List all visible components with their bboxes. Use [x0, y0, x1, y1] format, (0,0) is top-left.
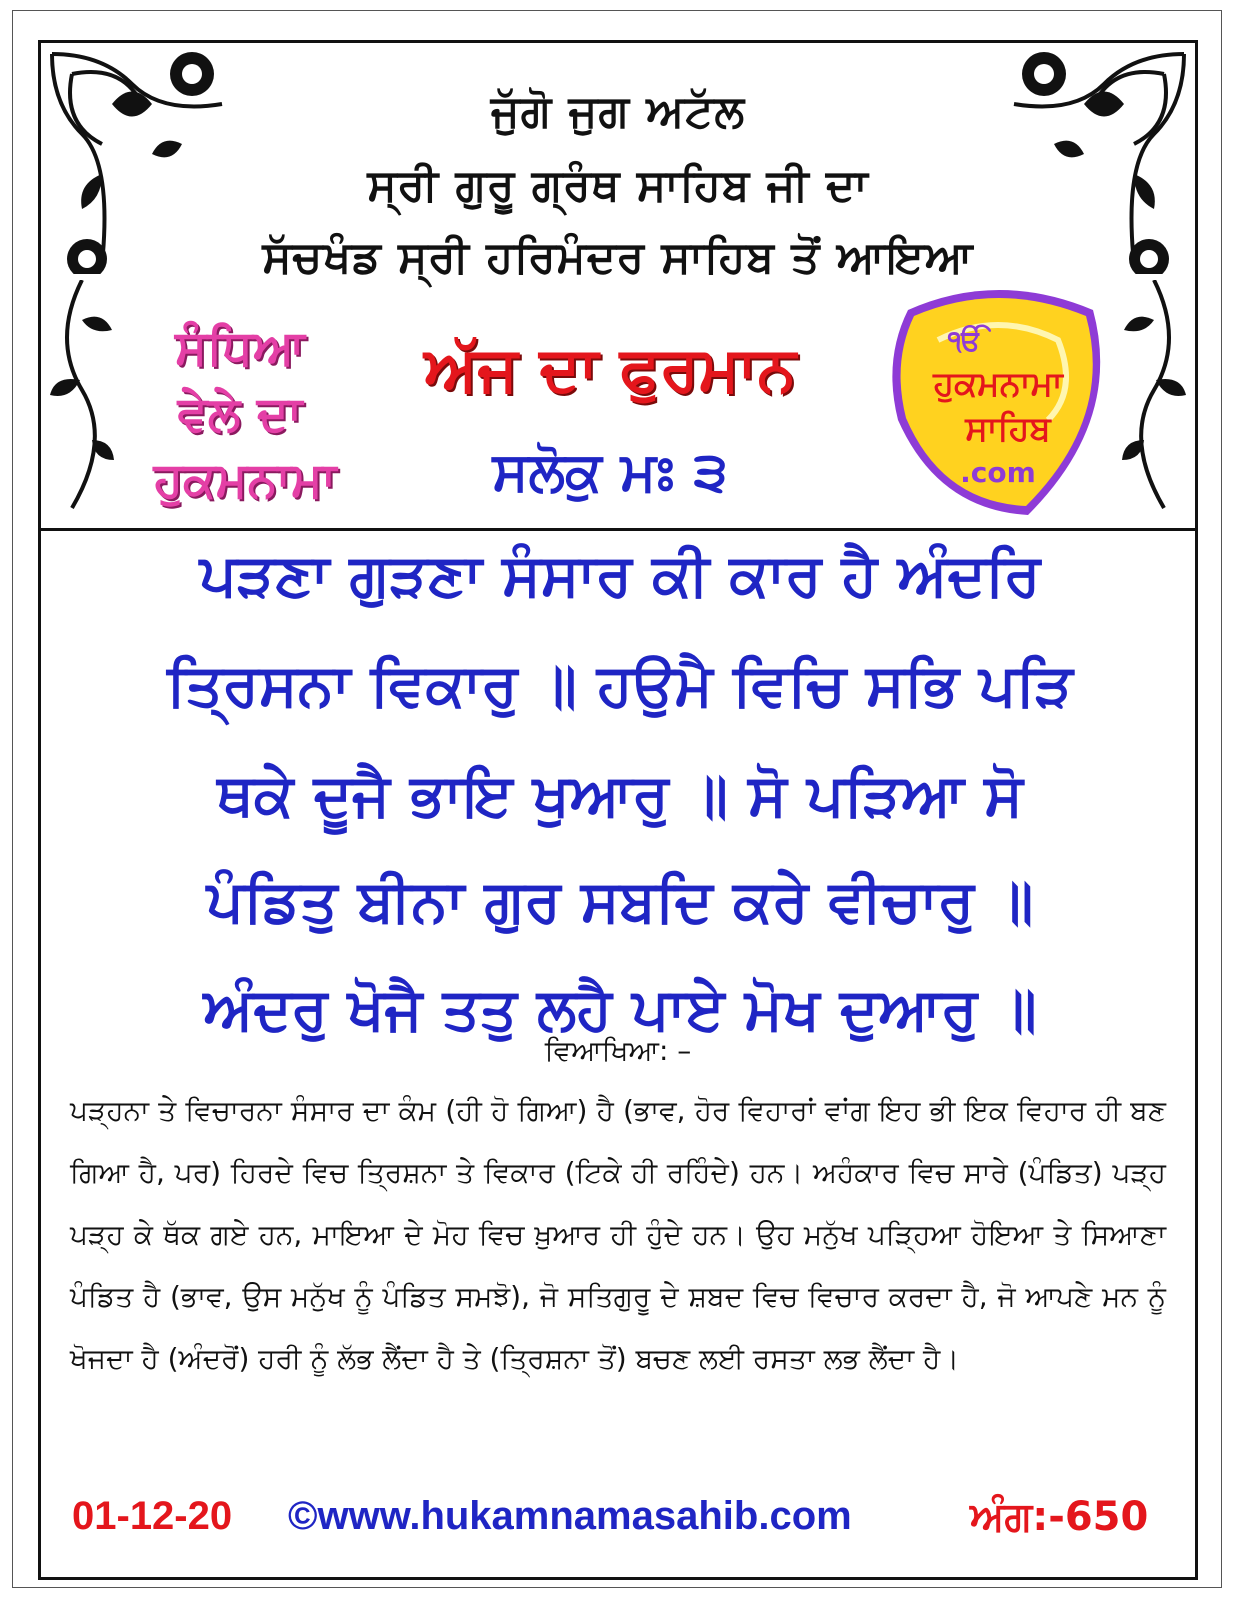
verse-line: ਪੜਣਾ ਗੁੜਣਾ ਸੰਸਾਰ ਕੀ ਕਾਰ ਹੈ ਅੰਦਰਿ [199, 541, 1041, 609]
logo-line-3: .com [960, 456, 1036, 489]
side-vine-right-icon [1114, 280, 1194, 510]
verse-line: ਪੰਡਿਤੁ ਬੀਨਾ ਗੁਰ ਸਬਦਿ ਕਰੇ ਵੀਚਾਰੁ ॥ [206, 867, 1034, 935]
shabad-heading: ਸਲੋਕੁ ਮਃ ੩ [492, 440, 728, 503]
explanation-text: ਪੜ੍ਹਨਾ ਤੇ ਵਿਚਾਰਨਾ ਸੰਸਾਰ ਦਾ ਕੰਮ (ਹੀ ਹੋ ਗਿਆ) ਹੈ (ਭਾਵ, ਹੋਰ ਵਿਹਾਰਾਂ ਵਾਂਗ ਇਹ ਭੀ ਇਕ ਵਿਹਾਰ ਹੀ ਬਣ ਗਿਆ ਹੈ, ਪਰ) ਹਿਰਦੇ ਵਿਚ ਤ੍ਰਿਸ਼ਨਾ ਤੇ ਵਿਕਾਰ (ਟਿਕੇ ਹੀ ਰਹਿੰਦੇ) ਹਨ। ਅਹੰਕਾਰ ਵਿਚ ਸਾਰੇ (ਪੰਡਿਤ) ਪੜ੍ਹ ਪੜ੍ਹ ਕੇ ਥੱਕ ਗਏ ਹਨ, ਮਾਇਆ ਦੇ ਮੋਹ ਵਿਚ ਖ਼ੁਆਰ ਹੀ ਹੁੰਦੇ ਹਨ। ਉਹ ਮਨੁੱਖ ਪੜ੍ਹਿਆ ਹੋਇਆ ਤੇ ਸਿਆਣਾ ਪੰਡਿਤ ਹੈ (ਭਾਵ, ਉਸ ਮਨੁੱਖ ਨੂੰ ਪੰਡਿਤ ਸਮਝੋ), ਜੋ ਸਤਿਗੁਰੂ ਦੇ ਸ਼ਬਦ ਵਿਚ ਵਿਚਾਰ ਕਰਦਾ ਹੈ, ਜੋ ਆਪਣੇ ਮਨ ਨੂੰ ਖੋਜਦਾ ਹੈ (ਅੰਦਰੋਂ) ਹਰੀ ਨੂੰ ਲੱਭ ਲੈਂਦਾ ਹੈ ਤੇ (ਤ੍ਰਿਸ਼ਨਾ ਤੋਂ) ਬਚਣ ਲਈ ਰਸਤਾ ਲਭ ਲੈਂਦਾ ਹੈ। [70, 1094, 1166, 1375]
ek-onkar-icon: ੴ [948, 324, 983, 357]
evening-label-line-3: ਹੁਕਮਨਾਮਾ [153, 452, 337, 508]
explanation-label: ਵਿਆਖਿਆ: – [544, 1034, 692, 1067]
date-label: 01-12-20 [72, 1494, 233, 1538]
evening-label-line-1: ਸੰਧਿਆ [175, 320, 305, 376]
logo-line-2: ਸਾਹਿਬ [965, 409, 1051, 449]
ang-number: ਅੰਗ:-650 [970, 1494, 1149, 1540]
website-link[interactable]: ©www.hukamnamasahib.com [288, 1494, 852, 1538]
verse-line: ਤ੍ਰਿਸਨਾ ਵਿਕਾਰੁ ॥ ਹਉਮੈ ਵਿਚਿ ਸਭਿ ਪੜਿ [167, 651, 1073, 719]
evening-label-line-2: ਵੇਲੇ ਦਾ [177, 386, 303, 442]
verse-line: ਅੰਦਰੁ ਖੋਜੈ ਤਤੁ ਲਹੈ ਪਾਏ ਮੋਖ ਦੁਆਰੁ ॥ [203, 975, 1037, 1043]
logo-line-1: ਹੁਕਮਨਾਮਾ [933, 364, 1063, 404]
header-line-2: ਸ੍ਰੀ ਗੁਰੂ ਗ੍ਰੰਥ ਸਾਹਿਬ ਜੀ ਦਾ [367, 160, 869, 211]
verse-line: ਥਕੇ ਦੂਜੈ ਭਾਇ ਖੁਆਰੁ ॥ ਸੋ ਪੜਿਆ ਸੋ [217, 761, 1023, 829]
page-title: ਅੱਜ ਦਾ ਫੁਰਮਾਨ [424, 332, 796, 405]
hukamnama-sahib-logo [878, 270, 1118, 530]
header-line-3: ਸੱਚਖੰਡ ਸ੍ਰੀ ਹਰਿਮੰਦਰ ਸਾਹਿਬ ਤੋਂ ਆਇਆ [262, 232, 974, 283]
header-line-1: ਜੁੱਗੋ ਜੁਗ ਅਟੱਲ [490, 86, 746, 137]
